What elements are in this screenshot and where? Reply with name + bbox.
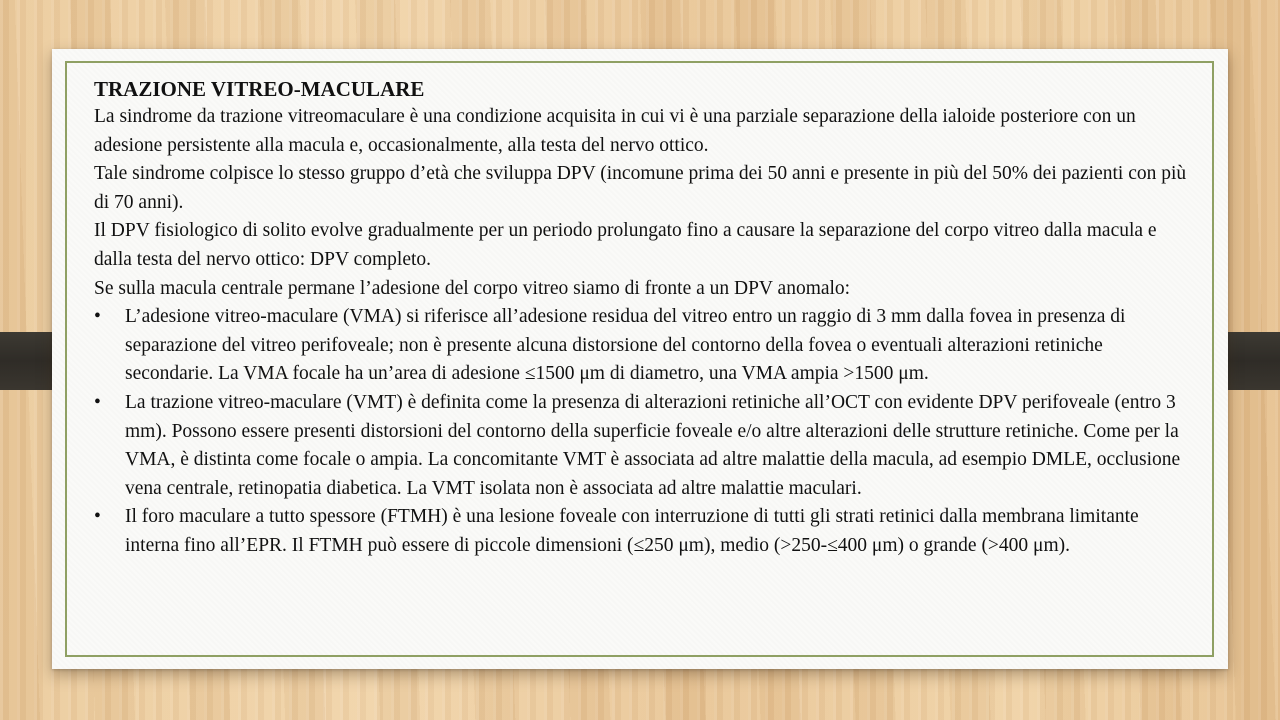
- bullet-icon: •: [94, 506, 101, 528]
- bullet-text-vmt: La trazione vitreo-maculare (VMT) è definita come la presenza di alterazioni retiniche all’OCT con evidente DPV perifoveale (entro 3 mm). Possono essere presenti distorsioni del contorno della superficie foveale e/o altre alterazioni delle strutture retiniche. Come per la VMA, è distinta come focale o ampia. La concomitante VMT è associata ad altre malattie della macula, ad esempio DMLE, occlusione vena centrale, retinopatia diabetica. La VMT isolata non è associata ad altre malattie maculari.: [125, 391, 1181, 499]
- bullet-item-vmt: [94, 389, 1194, 503]
- paragraph-anomalous-dpv: Se sulla macula centrale permane l’adesione del corpo vitreo siamo di fronte a un DPV anomalo:: [94, 277, 851, 299]
- slide-title: TRAZIONE VITREO-MACULARE: [94, 77, 425, 101]
- bullet-item-ftmh: [94, 503, 1194, 560]
- bullet-item-vma: [94, 303, 1194, 389]
- bullet-icon: •: [94, 391, 101, 413]
- bullet-text-vma: L’adesione vitreo-maculare (VMA) si riferisce all’adesione residua del vitreo entro un raggio di 3 mm dalla fovea in presenza di separazione del vitreo perifoveale; non è presente alcuna distorsione del contorno della fovea o eventuali alterazioni retiniche secondarie. La VMA focale ha un’area di adesione ≤1500 μm di diametro, una VMA ampia >1500 μm.: [125, 306, 1126, 385]
- paragraph-age-group: Tale sindrome colpisce lo stesso gruppo d’età che sviluppa DPV (incomune prima dei 50 anni e presente in più del 50% dei pazienti con più di 70 anni).: [94, 163, 1187, 213]
- slide-content: [94, 75, 1194, 561]
- bullet-text-ftmh: Il foro maculare a tutto spessore (FTMH) è una lesione foveale con interruzione di tutti gli strati retinici dalla membrana limitante interna fino all’EPR. Il FTMH può essere di piccole dimensioni (≤250 μm), medio (>250-≤400 μm) o grande (>400 μm).: [125, 506, 1139, 556]
- paragraph-physiologic-dpv: Il DPV fisiologico di solito evolve gradualmente per un periodo prolungato fino a causare la separazione del corpo vitreo dalla macula e dalla testa del nervo ottico: DPV completo.: [94, 220, 1157, 270]
- bullet-list: [94, 303, 1194, 560]
- slide-paper: [52, 49, 1228, 669]
- paragraph-definition: La sindrome da trazione vitreomaculare è una condizione acquisita in cui vi è una parziale separazione della ialoide posteriore con un adesione persistente alla macula e, occasionalmente, alla testa del nervo ottico.: [94, 106, 1136, 156]
- bullet-icon: •: [94, 306, 101, 328]
